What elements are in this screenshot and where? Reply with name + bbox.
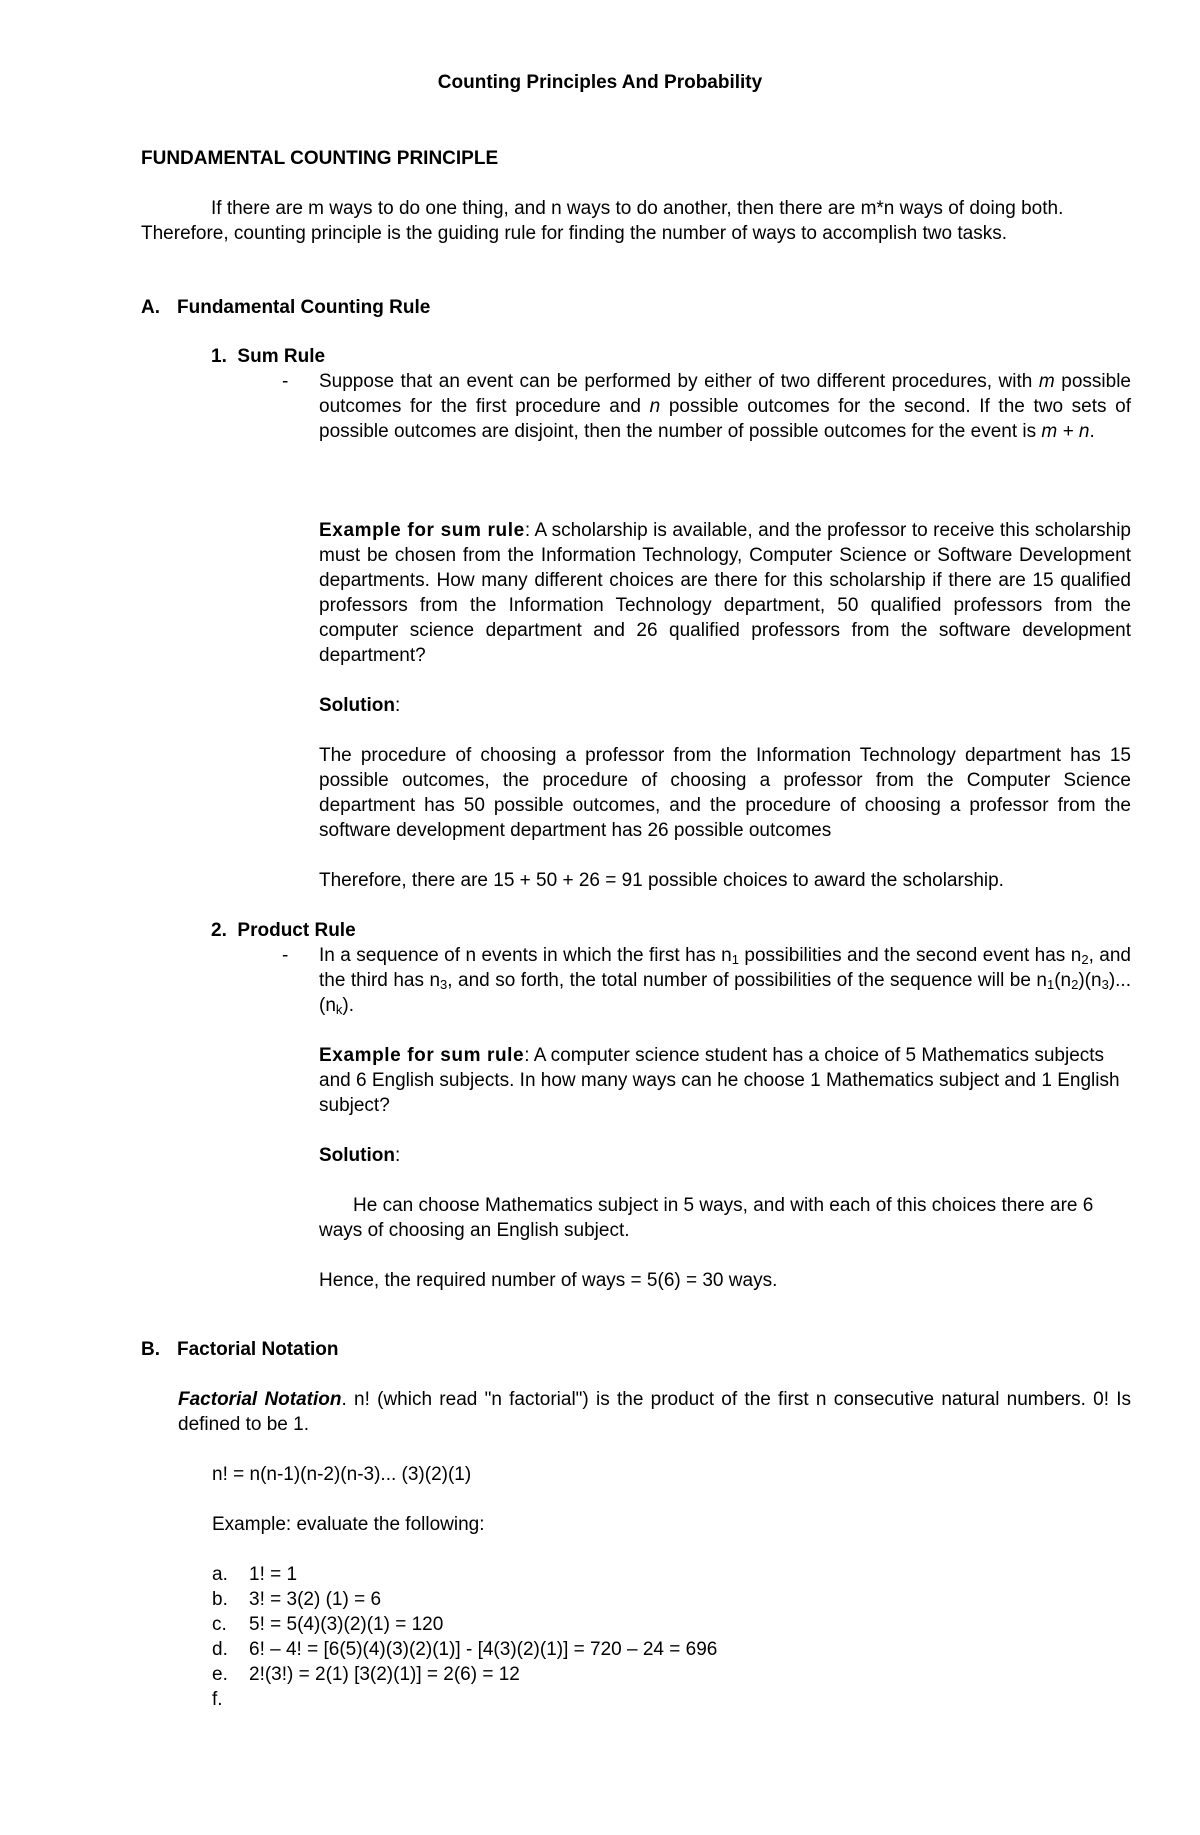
sum-rule-var-m: m — [1038, 371, 1055, 392]
sum-rule-example-text: : A scholarship is available, and the professor to receive this scholarship must be chosen from the Information Technology, Computer Science or Software Development departments. How many different choices are there for this scholarship if there are 15 qualified professors from the Information Technology department, 50 qualified professors from the computer science department and 26 qualified professors from the software development department? — [319, 520, 1132, 666]
factorial-definition — [178, 1387, 1131, 1437]
sum-rule-text-1: Suppose that an event can be performed by either of two different procedures, with — [319, 371, 1033, 392]
product-rule-solution-label: Solution — [319, 1145, 395, 1166]
subscript: 2 — [1081, 952, 1089, 967]
sum-rule-definition — [319, 369, 1131, 444]
sum-rule-solution-label: Solution — [319, 695, 395, 716]
sum-rule-text-3: possible outcomes for the second. If the two sets of possible outcomes are disjoint, then the number of possible outcomes for the event is — [319, 396, 1132, 442]
list-item-text: 3! = 3(2) (1) = 6 — [249, 1589, 382, 1610]
sum-rule-solution-heading — [319, 693, 1131, 718]
section-b-heading — [141, 1337, 339, 1362]
sum-rule-heading — [211, 344, 325, 369]
product-rule-text: possibilities and the second event has n — [738, 945, 1082, 966]
section-a-title: Fundamental Counting Rule — [177, 297, 431, 318]
product-rule-text: )(n — [1078, 970, 1102, 991]
product-rule-solution-colon: : — [394, 1145, 401, 1166]
product-rule-text: (n — [1054, 970, 1072, 991]
subscript: 3 — [440, 977, 448, 992]
list-item-label: f. — [212, 1689, 223, 1710]
list-item-text: 6! – 4! = [6(5)(4)(3)(2)(1)] - [4(3)(2)(1)] = 720 – 24 = 696 — [249, 1639, 718, 1660]
product-rule-conclusion: Hence, the required number of ways = 5(6) = 30 ways. — [319, 1270, 778, 1291]
sum-rule-text-2: possible outcomes for the first procedure and — [319, 371, 1131, 417]
subscript: 1 — [1046, 977, 1055, 992]
sum-rule-example — [319, 518, 1131, 668]
section-a-label: A. — [141, 297, 160, 318]
list-item — [212, 1562, 717, 1587]
subscript: 3 — [1101, 977, 1109, 992]
sum-rule-conclusion: Therefore, there are 15 + 50 + 26 = 91 possible choices to award the scholarship. — [319, 870, 1004, 891]
product-rule-text: ). — [342, 995, 355, 1016]
product-rule-text: , and so forth, the total number of possibilities of the sequence will be n — [447, 970, 1047, 991]
product-rule-solution-text: He can choose Mathematics subject in 5 ways, and with each of this choices there are 6 ways of choosing an English subject. — [319, 1195, 1094, 1241]
intro-text: If there are m ways to do one thing, and n ways to do another, then there are m*n ways of doing both. Therefore, counting principle is the guiding rule for finding the number of ways to accomplish two tasks. — [141, 198, 1064, 244]
section-a-heading — [141, 295, 430, 320]
main-heading: FUNDAMENTAL COUNTING PRINCIPLE — [141, 148, 499, 169]
product-rule-title: Product Rule — [237, 920, 356, 941]
list-item — [212, 1687, 717, 1712]
example-intro: Example: evaluate the following: — [212, 1514, 485, 1535]
section-b-label: B. — [141, 1339, 160, 1360]
page-title: Counting Principles And Probability — [437, 72, 763, 93]
list-item-text: 2!(3!) = 2(1) [3(2)(1)] = 2(6) = 12 — [249, 1664, 520, 1685]
sum-rule-example-label: Example for sum rule — [319, 520, 525, 541]
product-rule-solution-heading — [319, 1143, 1131, 1168]
section-b-title: Factorial Notation — [177, 1339, 339, 1360]
product-rule-number: 2. — [211, 920, 227, 941]
sum-rule-number: 1. — [211, 346, 227, 367]
sum-rule-dash: - — [282, 371, 289, 392]
product-rule-text: In a sequence of n events in which the first has n — [319, 945, 732, 966]
product-rule-dash: - — [282, 945, 289, 966]
list-item-text: 1! = 1 — [249, 1564, 298, 1585]
factorial-definition-text: . n! (which read "n factorial") is the product of the first n consecutive natural numbers. 0! Is defined to be 1. — [178, 1389, 1132, 1435]
list-item — [212, 1662, 717, 1687]
list-item — [212, 1587, 717, 1612]
product-rule-example-text: : A computer science student has a choice of 5 Mathematics subjects and 6 English subjects. In how many ways can he choose 1 Mathematics subject and 1 English subject? — [319, 1045, 1120, 1116]
product-rule-text: )...(n — [319, 970, 1131, 1016]
example-list — [212, 1562, 717, 1712]
subscript: k — [335, 1002, 343, 1017]
product-rule-heading — [211, 918, 356, 943]
product-rule-example-label: Example for sum rule — [319, 1045, 525, 1066]
list-item-label: d. — [212, 1639, 228, 1660]
intro-paragraph — [141, 196, 1132, 246]
sum-rule-text-4: . — [1089, 421, 1095, 442]
list-item — [212, 1612, 717, 1637]
sum-rule-solution-text: The procedure of choosing a professor from the Information Technology department has 15 possible outcomes, the procedure of choosing a professor from the Computer Science department has 50 possible outcomes, and the procedure of choosing a professor from the software development department has 26 possible outcomes — [319, 745, 1131, 841]
factorial-definition-label: Factorial Notation — [178, 1389, 342, 1410]
sum-rule-title: Sum Rule — [237, 346, 326, 367]
product-rule-text: , and the third has n — [319, 945, 1131, 991]
list-item-text: 5! = 5(4)(3)(2)(1) = 120 — [249, 1614, 444, 1635]
factorial-formula: n! = n(n-1)(n-2)(n-3)... (3)(2)(1) — [212, 1464, 472, 1485]
list-item-label: e. — [212, 1664, 228, 1685]
list-item-label: b. — [212, 1589, 228, 1610]
sum-rule-var-mn: m + n — [1041, 421, 1090, 442]
list-item — [212, 1637, 717, 1662]
list-item-label: c. — [212, 1614, 227, 1635]
subscript: 1 — [731, 952, 739, 967]
product-rule-definition — [319, 943, 1131, 1018]
list-item-label: a. — [212, 1564, 228, 1585]
sum-rule-var-n: n — [649, 396, 661, 417]
sum-rule-solution-colon: : — [394, 695, 401, 716]
subscript: 2 — [1071, 977, 1079, 992]
product-rule-example — [319, 1043, 1131, 1118]
